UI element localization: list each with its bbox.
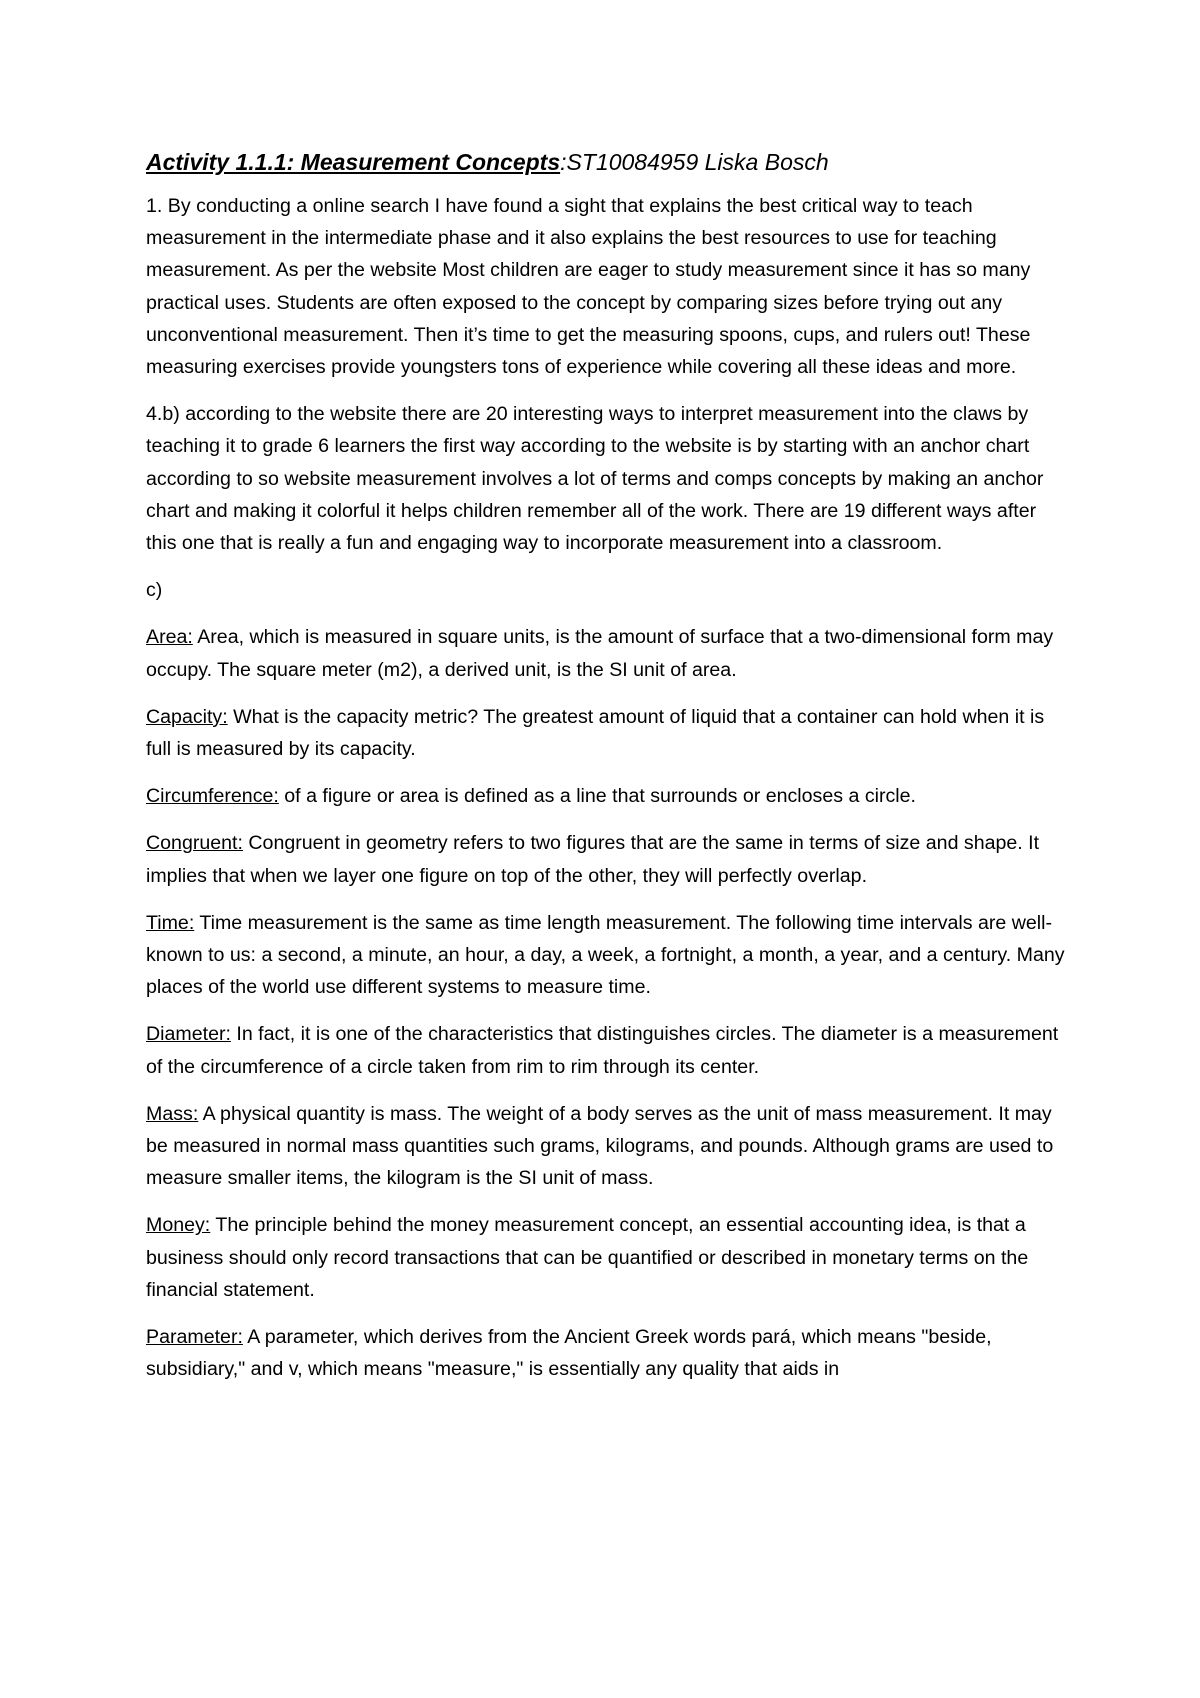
definition-diameter [146, 1018, 1070, 1082]
definition-text: What is the capacity metric? The greatest amount of liquid that a container can hold when it is full is measured by its capacity. [146, 705, 1045, 761]
definition-capacity [146, 701, 1070, 765]
definition-text: of a figure or area is defined as a line that surrounds or encloses a circle. [278, 785, 916, 808]
definition-text: A physical quantity is mass. The weight of a body serves as the unit of mass measurement. It may be measured in normal mass quantities such grams, kilograms, and pounds. Although grams are used to measure smaller items, the kilogram is the SI unit of mass. [146, 1102, 1054, 1190]
definition-text: Congruent in geometry refers to two figures that are the same in terms of size and shape. It implies that when we layer one figure on top of the other, they will perfectly overlap. [146, 832, 1040, 887]
definition-congruent [146, 827, 1070, 891]
term-label: Mass: [146, 1102, 199, 1125]
definition-text: In fact, it is one of the characteristics that distinguishes circles. The diameter is a measurement of the circumference of a circle taken from rim to rim through its center. [146, 1023, 1059, 1078]
paragraph-question-1: 1. By conducting a online search I have found a sight that explains the best critical way to teach measurement in the intermediate phase and it also explains the best resources to use for teaching measurement. As per the website Most children are eager to study measurement since it has so many practical uses. Students are often exposed to the concept by comparing sizes before trying out any unconventional measurement. Then it’s time to get the measuring spoons, cups, and rulers out! These measuring exercises provide youngsters tons of experience while covering all these ideas and more. [146, 195, 1031, 379]
term-label: Circumference: [146, 785, 279, 808]
activity-title: Activity 1.1.1: Measurement Concepts [146, 149, 561, 175]
definition-text: The principle behind the money measurement concept, an essential accounting idea, is that a business should only record transactions that can be quantified or described in monetary terms on the financial statement. [146, 1214, 1029, 1301]
definition-text: Time measurement is the same as time length measurement. The following time intervals are well-known to us: a second, a minute, an hour, a day, a week, a fortnight, a month, a year, and a century. Many places of the world use different systems to measure time. [146, 911, 1065, 999]
document-page [146, 146, 1070, 1401]
definition-area [146, 621, 1070, 685]
term-label: Diameter: [146, 1023, 231, 1046]
term-label: Area: [146, 626, 193, 649]
definition-text: Area, which is measured in square units, is the amount of surface that a two-dimensional form may occupy. The square meter (m2), a derived unit, is the SI unit of area. [146, 626, 1054, 681]
definition-text: A parameter, which derives from the Ancient Greek words pará, which means "beside, subsidiary," and v, which means "measure," is essentially any quality that aids in [146, 1326, 992, 1381]
term-label: Money: [146, 1214, 211, 1237]
student-info: ST10084959 Liska Bosch [566, 149, 829, 175]
definition-mass [146, 1098, 1070, 1195]
term-label: Time: [146, 911, 195, 934]
title-separator: : [560, 149, 567, 175]
page-title [146, 146, 1070, 178]
definition-circumference [146, 780, 1070, 812]
paragraph-question-4b: 4.b) according to the website there are 20 interesting ways to interpret measurement into the claws by teaching it to grade 6 learners the first way according to the website is by starting with an anchor chart according to so website measurement involves a lot of terms and comps concepts by making an anchor chart and making it colorful it helps children remember all of the work. There are 19 different ways after this one that is really a fun and engaging way to incorporate measurement into a classroom. [146, 403, 1044, 555]
term-label: Congruent: [146, 832, 243, 855]
paragraph-question-c: c) [146, 579, 163, 602]
definition-time [146, 907, 1070, 1004]
term-label: Capacity: [146, 705, 228, 728]
term-label: Parameter: [146, 1326, 243, 1349]
definition-parameter [146, 1321, 1070, 1385]
definition-money [146, 1209, 1070, 1306]
